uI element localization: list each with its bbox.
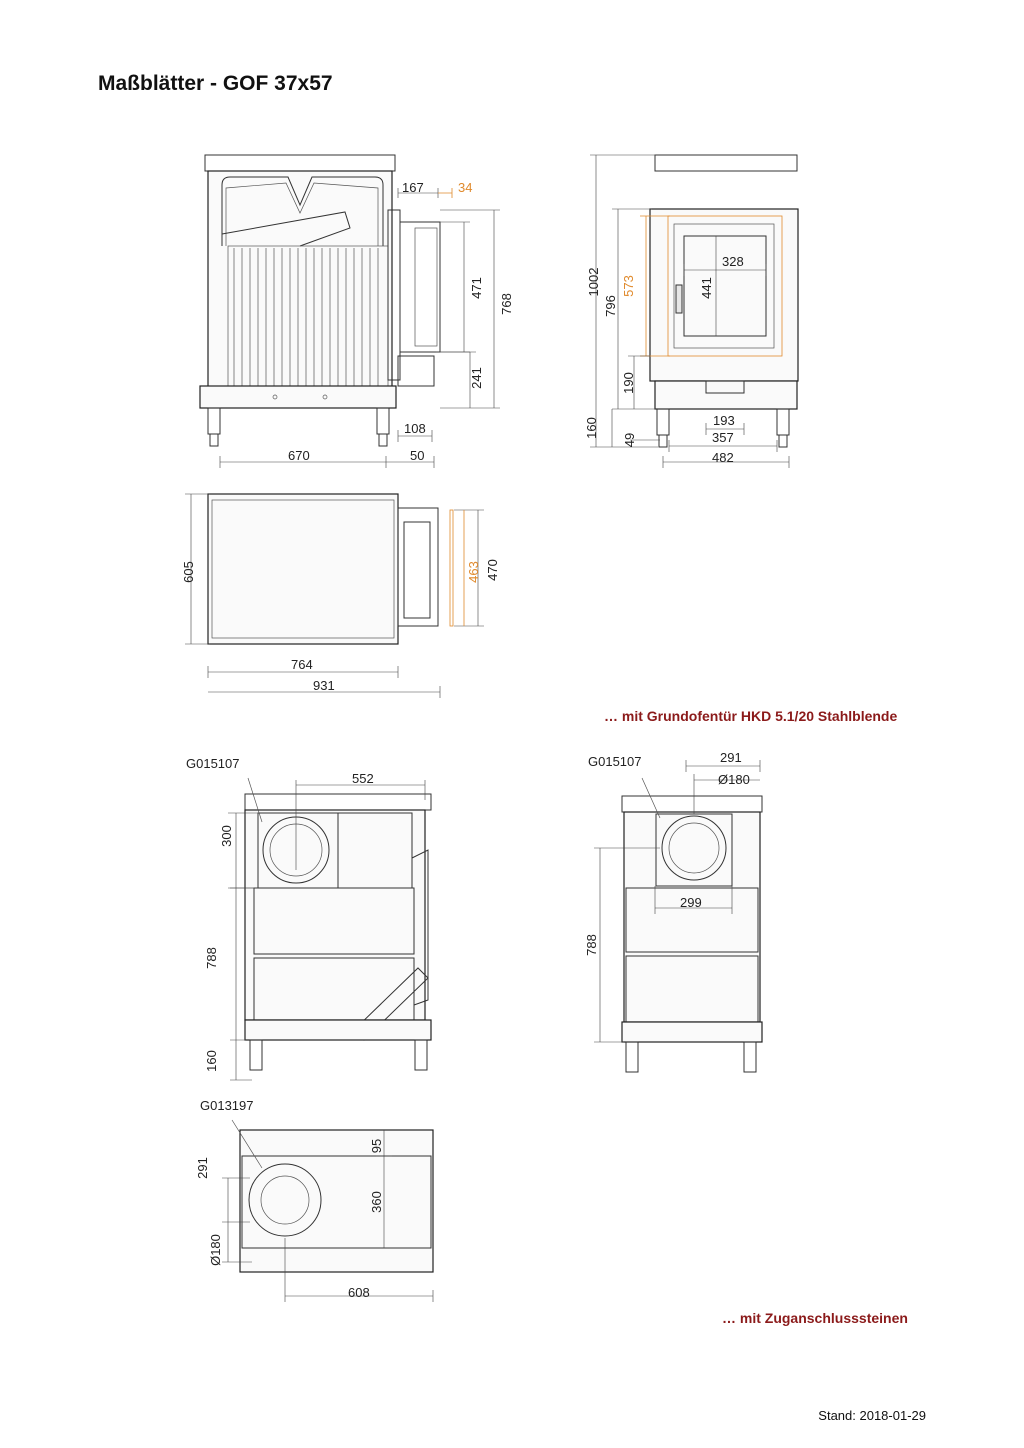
dim-768: 768 xyxy=(499,293,514,315)
dim-300: 300 xyxy=(219,825,234,847)
dim-160b: 160 xyxy=(204,1050,219,1072)
side-view-drawing xyxy=(200,155,514,468)
dim-471: 471 xyxy=(469,277,484,299)
dim-788b: 788 xyxy=(584,934,599,956)
dim-360: 360 xyxy=(369,1191,384,1213)
dim-605: 605 xyxy=(181,561,196,583)
dim-670: 670 xyxy=(288,448,310,463)
draft-side-drawing xyxy=(186,756,431,1080)
dim-108: 108 xyxy=(404,421,426,436)
caption-draft-variant: … mit Zuganschlusssteinen xyxy=(722,1310,908,1326)
stand-date: Stand: 2018-01-29 xyxy=(818,1408,926,1423)
dim-796: 796 xyxy=(603,295,618,317)
dim-167: 167 xyxy=(402,180,424,195)
dim-34: 34 xyxy=(458,180,473,195)
dim-470: 470 xyxy=(485,559,500,581)
dim-193: 193 xyxy=(713,413,735,428)
draft-front-drawing xyxy=(584,750,762,1072)
dim-441: 441 xyxy=(699,277,714,299)
dim-357: 357 xyxy=(712,430,734,445)
dim-291b: 291 xyxy=(195,1157,210,1179)
dim-1002: 1002 xyxy=(586,267,601,297)
dim-463: 463 xyxy=(466,561,481,583)
dim-241: 241 xyxy=(469,367,484,389)
dim-573: 573 xyxy=(621,275,636,297)
dim-diameter-180b: Ø180 xyxy=(208,1234,223,1266)
dim-552: 552 xyxy=(352,771,374,786)
dim-95: 95 xyxy=(369,1138,384,1154)
dim-160: 160 xyxy=(584,417,599,439)
dim-299: 299 xyxy=(680,895,702,910)
dim-49: 49 xyxy=(622,432,637,448)
top-view-drawing xyxy=(181,494,500,698)
front-view-drawing xyxy=(584,155,798,468)
dim-764: 764 xyxy=(291,657,313,672)
draft-side-code: G015107 xyxy=(186,756,240,771)
page-title: Maßblätter - GOF 37x57 xyxy=(98,72,333,95)
dim-608: 608 xyxy=(348,1285,370,1300)
dim-328: 328 xyxy=(722,254,744,269)
dim-190: 190 xyxy=(621,372,636,394)
dim-482: 482 xyxy=(712,450,734,465)
draft-front-code: G015107 xyxy=(588,754,642,769)
draft-top-code: G013197 xyxy=(200,1098,254,1113)
draft-top-drawing xyxy=(195,1098,433,1302)
dim-291: 291 xyxy=(720,750,742,765)
dim-diameter-180: Ø180 xyxy=(718,772,750,787)
dim-50: 50 xyxy=(410,448,425,463)
dim-931: 931 xyxy=(313,678,335,693)
dim-788: 788 xyxy=(204,947,219,969)
caption-door-variant: … mit Grundofentür HKD 5.1/20 Stahlblende xyxy=(604,708,898,724)
